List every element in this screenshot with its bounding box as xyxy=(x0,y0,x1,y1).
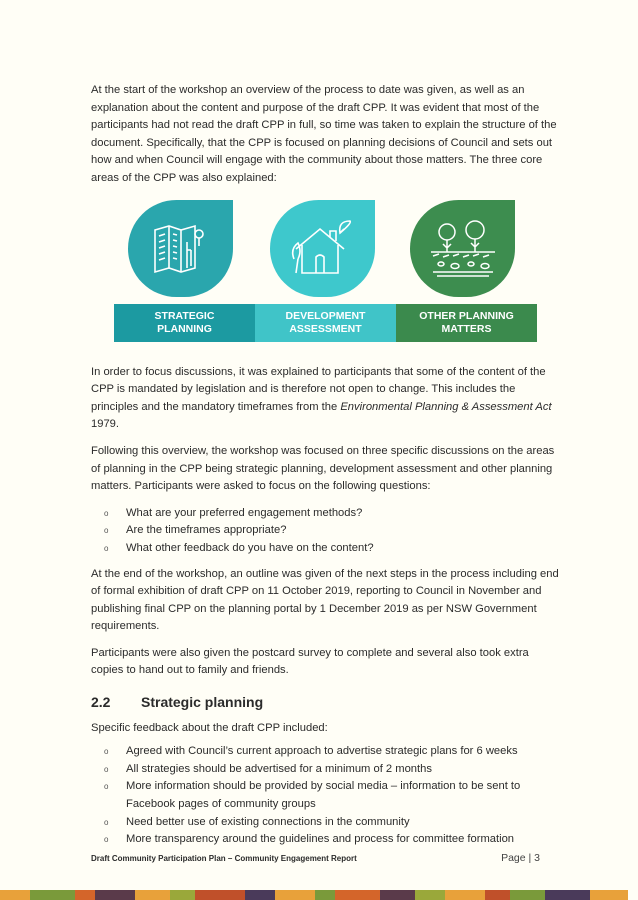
page-footer xyxy=(91,852,540,864)
strategic-planning-tile xyxy=(128,200,233,297)
strategic-planning-label: STRATEGIC PLANNING xyxy=(114,304,255,342)
development-assessment-label: DEVELOPMENT ASSESSMENT xyxy=(255,304,396,342)
bullet-icon: o xyxy=(104,764,109,774)
stripe-segment xyxy=(195,890,245,900)
house-icon xyxy=(290,219,356,277)
list-item: o Need better use of existing connections in the community xyxy=(91,814,561,832)
section-intro: Specific feedback about the draft CPP included: xyxy=(91,721,328,734)
stripe-segment xyxy=(335,890,380,900)
stripe-segment xyxy=(545,890,590,900)
other-planning-matters-tile xyxy=(410,200,515,297)
legislation-paragraph: In order to focus discussions, it was explained to participants that some of the content of the CPP is mandated by legislation and is therefore not open to change. This includes the principles and the mandatory timeframes from the Environmental Planning & Assessment Act 1979. xyxy=(91,365,552,431)
stripe-segment xyxy=(30,890,75,900)
stripe-segment xyxy=(510,890,545,900)
stripe-segment xyxy=(380,890,415,900)
bullet-icon: o xyxy=(104,835,109,845)
cpp-core-areas-infographic xyxy=(114,200,538,346)
page-number: Page | 3 xyxy=(501,852,540,864)
stripe-segment xyxy=(170,890,195,900)
map-icon xyxy=(151,220,211,276)
list-item: o What are your preferred engagement methods? xyxy=(91,505,561,523)
list-item: o All strategies should be advertised for a minimum of 2 months xyxy=(91,761,561,779)
footer-color-stripe xyxy=(0,890,638,900)
other-planning-matters-label: OTHER PLANNING MATTERS xyxy=(396,304,537,342)
list-item: o Agreed with Council’s current approach to advertise strategic plans for 6 weeks xyxy=(91,743,561,761)
feedback-list xyxy=(91,743,561,849)
stripe-segment xyxy=(485,890,510,900)
stripe-segment xyxy=(245,890,275,900)
bullet-icon: o xyxy=(104,508,109,518)
stripe-segment xyxy=(135,890,170,900)
bullet-icon: o xyxy=(104,747,109,757)
list-item: o What other feedback do you have on the content? xyxy=(91,540,561,558)
next-steps-paragraph: At the end of the workshop, an outline was given of the next steps in the process including end of formal exhibition of draft CPP on 11 October 2019, reporting to Council in November and publishing final CPP on the planning portal by 1 December 2019 as per NSW Government requirements. xyxy=(91,567,559,633)
section-heading: 2.2 Strategic planning xyxy=(91,694,264,711)
list-item: o Are the timeframes appropriate? xyxy=(91,522,561,540)
development-assessment-tile xyxy=(270,200,375,297)
list-item: o More transparency around the guidelines and process for committee formation xyxy=(91,831,561,849)
stripe-segment xyxy=(415,890,445,900)
stripe-segment xyxy=(0,890,30,900)
stripe-segment xyxy=(95,890,135,900)
trees-icon xyxy=(427,218,499,278)
questions-list xyxy=(91,505,561,558)
list-item: o More information should be provided by social media – information to be sent to Facebook pages of community groups xyxy=(104,780,521,811)
bullet-icon: o xyxy=(104,817,109,827)
stripe-segment xyxy=(445,890,485,900)
footer-title: Draft Community Participation Plan – Community Engagement Report xyxy=(91,853,357,863)
page-body xyxy=(91,82,561,857)
bullet-icon: o xyxy=(104,543,109,553)
postcard-paragraph: Participants were also given the postcard survey to complete and several also took extra copies to hand out to family and friends. xyxy=(91,646,529,677)
bullet-icon: o xyxy=(104,526,109,536)
overview-paragraph: Following this overview, the workshop was focused on three specific discussions on the areas of planning in the CPP being strategic planning, development assessment and other planning matters. Participants were asked to focus on the following questions: xyxy=(91,444,555,493)
bullet-icon: o xyxy=(104,782,109,792)
stripe-segment xyxy=(590,890,628,900)
stripe-segment xyxy=(275,890,315,900)
intro-paragraph: At the start of the workshop an overview of the process to date was given, as well as an explanation about the content and purpose of the draft CPP. It was evident that most of the participants had not read the draft CPP in full, so time was taken to explain the structure of the document. Specifically, that the CPP is focused on planning decisions of Council and sets out how and when Council will engage with the community about those matters. The three core areas of the CPP was also explained: xyxy=(91,84,557,184)
stripe-segment xyxy=(315,890,335,900)
stripe-segment xyxy=(75,890,95,900)
